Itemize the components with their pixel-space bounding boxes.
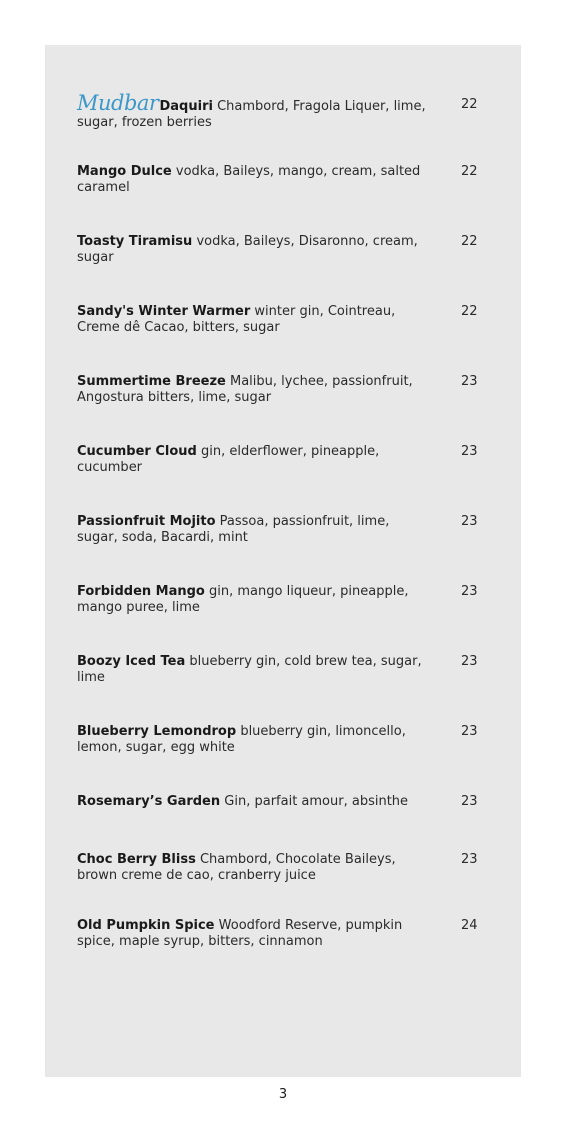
menu-item-price: 23: [461, 852, 478, 867]
menu-item-description: [77, 234, 429, 266]
menu-item-mango-dulce: [77, 164, 477, 196]
menu-item-name: Summertime Breeze: [77, 374, 226, 389]
menu-item-description: [77, 584, 429, 616]
page-number: 3: [278, 1087, 288, 1102]
menu-item-ingredients: blueberry gin, cold brew tea, sugar, lime: [77, 654, 422, 685]
menu-item-rosemarys-garden: [77, 794, 477, 810]
menu-item-name: Old Pumpkin Spice: [77, 918, 215, 933]
menu-item-description: [77, 918, 429, 950]
menu-item-name: Cucumber Cloud: [77, 444, 197, 459]
menu-item-price: 23: [461, 794, 478, 809]
menu-item-passionfruit-mojito: [77, 514, 477, 546]
menu-item-sandys-winter-warmer: [77, 304, 477, 336]
menu-item-name: Daquiri: [159, 99, 213, 114]
menu-item-price: 22: [461, 234, 478, 249]
menu-item-description: [77, 164, 429, 196]
menu-panel: [45, 45, 521, 1077]
menu-item-blueberry-lemondrop: [77, 724, 477, 756]
menu-item-summertime-breeze: [77, 374, 477, 406]
menu-item-ingredients: gin, elderflower, pineapple, cucumber: [77, 444, 380, 475]
menu-item-name: Boozy Iced Tea: [77, 654, 186, 669]
menu-item-description: [77, 654, 429, 686]
menu-item-price: 23: [461, 584, 478, 599]
menu-item-price: 23: [461, 654, 478, 669]
menu-item-price: 23: [461, 444, 478, 459]
menu-item-ingredients: vodka, Baileys, mango, cream, salted caramel: [77, 164, 421, 195]
menu-item-description: [77, 374, 429, 406]
menu-item-ingredients: Malibu, lychee, passionfruit, Angostura bitters, lime, sugar: [77, 374, 413, 405]
menu-item-ingredients: vodka, Baileys, Disaronno, cream, sugar: [77, 234, 418, 265]
menu-item-boozy-iced-tea: [77, 654, 477, 686]
menu-item-price: 22: [461, 304, 478, 319]
menu-item-ingredients: Chambord, Fragola Liquer, lime, sugar, frozen berries: [77, 99, 426, 130]
menu-item-ingredients: Woodford Reserve, pumpkin spice, maple syrup, bitters, cinnamon: [77, 918, 403, 949]
menu-item-ingredients: winter gin, Cointreau, Creme dê Cacao, bitters, sugar: [77, 304, 396, 335]
menu-item-old-pumpkin-spice: [77, 918, 477, 950]
menu-item-name: Blueberry Lemondrop: [77, 724, 237, 739]
menu-item-ingredients: blueberry gin, limoncello, lemon, sugar, egg white: [77, 724, 406, 755]
menu-item-ingredients: Chambord, Chocolate Baileys, brown creme de cao, cranberry juice: [77, 852, 396, 883]
mudbar-logo: Mudbar: [77, 91, 159, 115]
menu-item-daquiri: [77, 91, 478, 131]
menu-item-description: [77, 91, 429, 131]
menu-item-choc-berry-bliss: [77, 852, 477, 884]
menu-item-toasty-tiramisu: [77, 234, 477, 266]
menu-item-name: Passionfruit Mojito: [77, 514, 216, 529]
menu-item-price: 23: [461, 514, 478, 529]
menu-item-ingredients: gin, mango liqueur, pineapple, mango puree, lime: [77, 584, 409, 615]
menu-item-description: [77, 304, 429, 336]
menu-item-price: 24: [461, 918, 478, 933]
menu-item-price: 22: [461, 164, 478, 179]
menu-item-price: 23: [461, 374, 478, 389]
menu-item-description: [77, 794, 429, 810]
menu-item-ingredients: Gin, parfait amour, absinthe: [224, 794, 409, 809]
menu-item-description: [77, 852, 429, 884]
menu-item-description: [77, 724, 429, 756]
menu-item-name: Sandy's Winter Warmer: [77, 304, 251, 319]
menu-item-name: Forbidden Mango: [77, 584, 205, 599]
menu-item-description: [77, 444, 429, 476]
menu-item-ingredients: Passoa, passionfruit, lime, sugar, soda, Bacardi, mint: [77, 514, 390, 545]
menu-item-forbidden-mango: [77, 584, 477, 616]
menu-item-name: Mango Dulce: [77, 164, 172, 179]
menu-item-name: Rosemary’s Garden: [77, 794, 221, 809]
menu-item-description: [77, 514, 429, 546]
menu-item-price: 22: [461, 97, 478, 112]
menu-item-cucumber-cloud: [77, 444, 477, 476]
menu-item-price: 23: [461, 724, 478, 739]
menu-item-name: Choc Berry Bliss: [77, 852, 196, 867]
menu-item-name: Toasty Tiramisu: [77, 234, 193, 249]
